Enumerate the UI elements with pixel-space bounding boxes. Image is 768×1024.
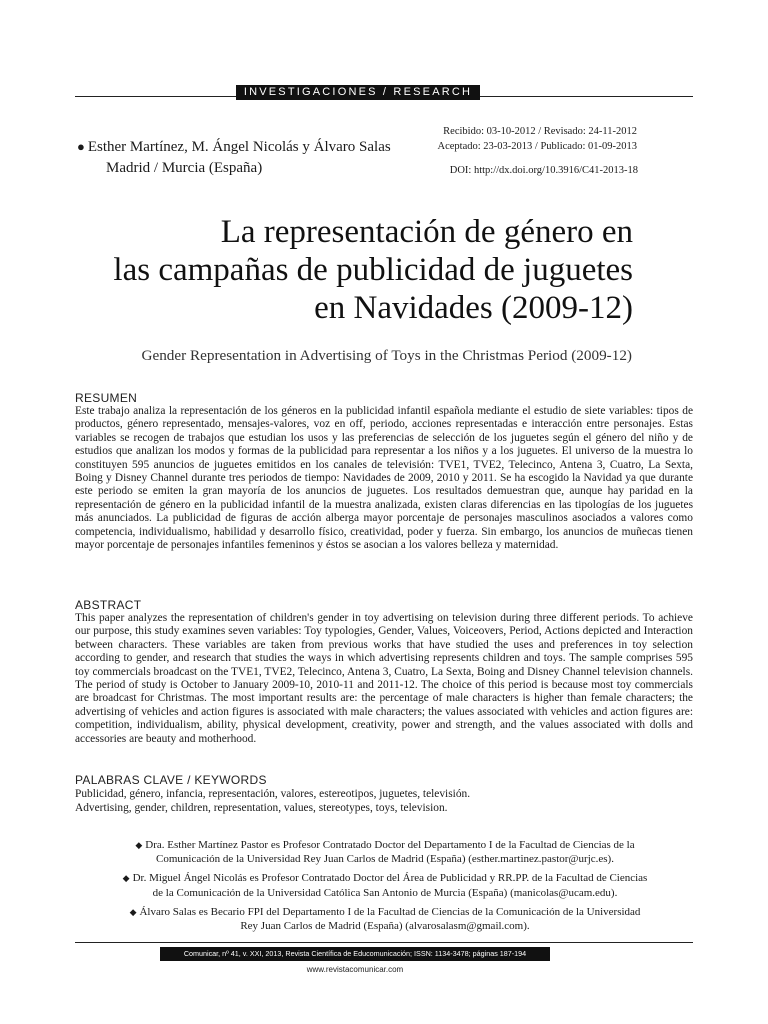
author-affiliations <box>75 838 695 938</box>
author-location: Madrid / Murcia (España) <box>106 160 263 176</box>
affiliation-item: ◆ Álvaro Salas es Becario FPI del Departamento I de la Facultad de Ciencias de la Comunicación de la Universidad Rey Juan Carlos de Madrid (España) (alvarosalasm@gmail.com). <box>129 905 641 933</box>
article-title <box>73 213 633 327</box>
author-names <box>77 137 391 157</box>
doi-link[interactable]: DOI: http://dx.doi.org/10.3916/C41-2013-18 <box>449 165 638 176</box>
diamond-icon: ◆ <box>122 873 130 884</box>
footer-rule <box>75 942 693 943</box>
resumen-text: Este trabajo analiza la representación de los géneros en la publicidad infantil española mediante el estudio de siete variables: tipos de productos, género representado, mensajes-valores, voz en off, periodo, acciones representadas e interacción entre personajes. Estas variables se recogen de trabajos que estudian los usos y las preferencias de selección de los juguetes según el género del niño y de estudios que analizan los modos y formas de la publicidad para representar a los niños y a los juguetes. El universo de la muestra lo constituyen 595 anuncios de juguetes emitidos en los canales de televisión: TVE1, TVE2, Telecinco, Antena 3, Cuatro, La Sexta, Boing y Disney Channel durante tres periodos de tiempo: Navidades de 2009, 2010 y 2011. Se ha escogido la Navidad ya que durante este periodo se emiten la gran mayoría de los anuncios de juguetes. Los resultados demuestran que, aunque hay paridad en la representación de género en la publicidad infantil de la muestra analizada, existen claras diferencias en las tipologías de los juguetes más anunciados. La publicidad de figuras de acción alberga mayor porcentaje de personajes masculinos asociados a valores como competencia, individualismo, habilidad y desarrollo físico, creatividad, poder y fuerza. Sin embargo, los anuncios de muñecas tienen mayor porcentaje de personajes infantiles femeninos y éstos se asocian a los valores belleza y maternidad. <box>75 405 693 552</box>
diamond-icon: ◆ <box>129 906 137 917</box>
accepted-published: Aceptado: 23-03-2013 / Publicado: 01-09-2013 <box>437 140 637 152</box>
title-line-1: La representación de género en <box>220 214 633 250</box>
journal-citation: Comunicar, nº 41, v. XXI, 2013, Revista Científica de Educomunicación; ISSN: 1134-3478; páginas 187-194 <box>160 947 550 961</box>
publication-dates <box>438 125 637 154</box>
bullet-icon: ● <box>77 139 85 154</box>
abstract-text: This paper analyzes the representation of children's gender in toy advertising on television during three different periods. To achieve our purpose, this study examines seven variables: Toy typologies, Gender, Values, Voiceovers, Period, Actions depicted and Interaction between characters. These variables are taken from previous works that have studied the uses and preferences in toy selection according to gender, and research that studies the ways in which advertising represents children and toys. The sample comprises 595 toy commercials broadcast on the TVE1, TVE2, Telecinco, Antena 3, Cuatro, La Sexta, Boing and Disney Channel television channels. The period of study is October to January 2009-10, 2010-11 and 2011-12. The choice of this period is because most toy commercials are broadcast for Christmas. The most important results are: the percentage of male characters is higher than female characters; the advertising of vehicles and action figures is associated with male characters; the values associated with vehicles and action figures are: competition, individualism, ability, physical development, creativity, power and strength, and the values associated with dolls and accessories are beauty and motherhood. <box>75 612 693 745</box>
affiliation-item: ◆ Dr. Miguel Ángel Nicolás es Profesor Contratado Doctor del Área de Publicidad y RR.PP. de la Facultad de Ciencias de la Comunicación de la Universidad Católica San Antonio de Murcia (España) (manicolas@ucam.edu). <box>122 872 648 899</box>
keywords-heading: PALABRAS CLAVE / KEYWORDS <box>75 773 267 787</box>
title-line-3: en Navidades (2009-12) <box>314 290 633 326</box>
received-revised: Recibido: 03-10-2012 / Revisado: 24-11-2012 <box>443 126 637 137</box>
section-label: INVESTIGACIONES / RESEARCH <box>236 85 480 100</box>
journal-url[interactable]: www.revistacomunicar.com <box>306 965 404 974</box>
keywords-english: Advertising, gender, children, representation, values, stereotypes, toys, television. <box>75 802 448 814</box>
english-title: Gender Representation in Advertising of Toys in the Christmas Period (2009-12) <box>141 347 632 364</box>
keywords-spanish: Publicidad, género, infancia, representación, valores, estereotipos, juguetes, televisión. <box>75 788 471 800</box>
title-line-2: las campañas de publicidad de juguetes <box>113 252 633 288</box>
affiliation-item: ◆ Dra. Esther Martínez Pastor es Profesor Contratado Doctor del Departamento I de la Facultad de Ciencias de la Comunicación de la Universidad Rey Juan Carlos de Madrid (España) (esther.martinez.pastor@urjc.es). <box>135 839 635 866</box>
author-names-text: Esther Martínez, M. Ángel Nicolás y Álvaro Salas <box>87 139 391 155</box>
abstract-heading: ABSTRACT <box>75 598 142 612</box>
resumen-heading: RESUMEN <box>75 391 138 405</box>
diamond-icon: ◆ <box>135 840 143 850</box>
